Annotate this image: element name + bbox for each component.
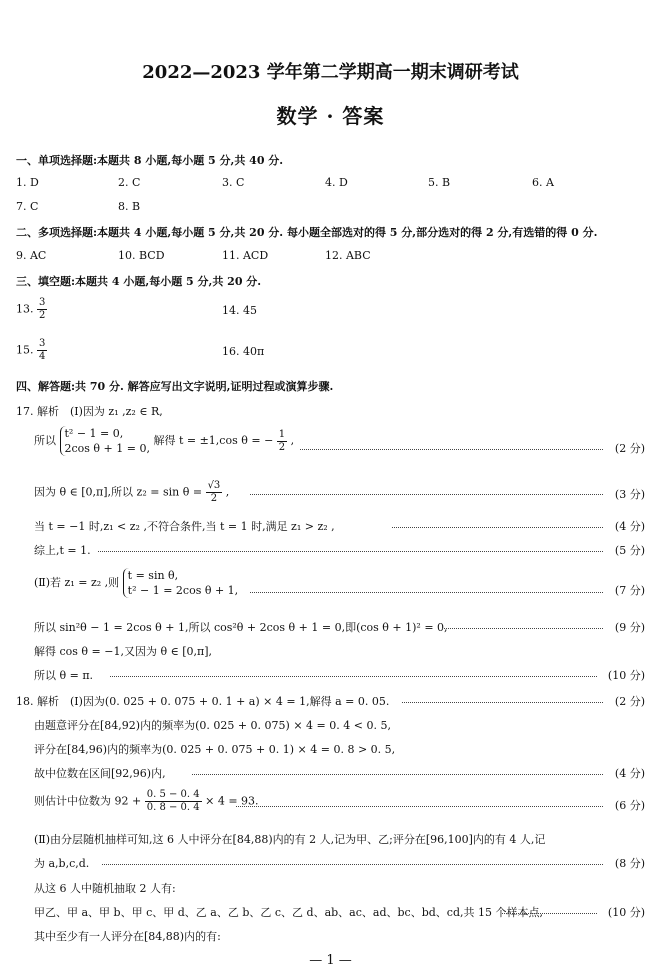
q17-line1: 17. 解析 (Ⅰ)因为 z₁ ,z₂ ∈ R, xyxy=(16,405,163,418)
score-mark: (8 分) xyxy=(614,857,645,870)
q18-line3: 评分在[84,96)内的频率为(0. 025 + 0. 075 + 0. 1) × 4 = 0. 8 > 0. 5, xyxy=(34,743,396,756)
fraction: $\frac{0. 5 - 0. 4}{0. 8 - 0. 4}$ xyxy=(146,789,200,813)
answer-item: 3. C xyxy=(222,176,245,189)
answer-15: 15. $\frac{3}{4}$ xyxy=(16,338,46,362)
section1-heading: 一、单项选择题:本题共 8 小题,每小题 5 分,共 40 分. xyxy=(16,154,284,167)
answer-subtitle: 数学 · 答案 xyxy=(276,104,385,128)
q18-line1: 18. 解析 (Ⅰ)因为(0. 025 + 0. 075 + 0. 1 + a) × 4 = 1,解得 a = 0. 05. xyxy=(16,695,390,708)
page-number: — 1 — xyxy=(309,953,352,968)
score-mark: (7 分) xyxy=(614,584,645,597)
q17-line3: 因为 θ ∈ [0,π],所以 z₂ = sin θ = $\frac{√3}{2}$ , xyxy=(34,480,230,504)
q17-line2: 所以 t² − 1 = 0, 2cos θ + 1 = 0, 解得 t = ±1,cos θ = − $\frac{1}{2}$ , xyxy=(34,427,295,455)
q17-line7: 所以 sin²θ − 1 = 2cos θ + 1,所以 cos²θ + 2cos θ + 1 = 0,即(cos θ + 1)² = 0, xyxy=(34,621,448,634)
q18-line7: 为 a,b,c,d. xyxy=(34,857,90,870)
score-mark: (10 分) xyxy=(607,669,645,682)
exam-title: 2022—2023 学年第二学期高一期末调研考试 xyxy=(142,62,519,83)
score-mark: (2 分) xyxy=(614,442,645,455)
answer-item: 10. BCD xyxy=(118,249,165,262)
answer-item: 12. ABC xyxy=(325,249,371,262)
score-mark: (5 分) xyxy=(614,544,645,557)
answer-item: 4. D xyxy=(325,176,348,189)
score-mark: (10 分) xyxy=(607,906,645,919)
fraction: $\frac{3}{2}$ xyxy=(39,297,46,321)
score-mark: (4 分) xyxy=(614,767,645,780)
equation-system: t = sin θ, t² − 1 = 2cos θ + 1, xyxy=(123,568,239,598)
answer-item: 7. C xyxy=(16,200,39,213)
answer-item: 9. AC xyxy=(16,249,47,262)
answer-13: 13. $\frac{3}{2}$ xyxy=(16,297,46,321)
q17-line8: 解得 cos θ = −1,又因为 θ ∈ [0,π], xyxy=(34,645,213,658)
q18-line5: 则估计中位数为 92 + $\frac{0. 5 - 0. 4}{0. 8 - 0. 4}$ × 4 = 93. xyxy=(34,789,259,813)
score-mark: (4 分) xyxy=(614,520,645,533)
q18-line6: (Ⅱ)由分层随机抽样可知,这 6 人中评分在[84,88)内的有 2 人,记为甲、乙;评分在[96,100]内的有 4 人,记 xyxy=(34,833,546,846)
q17-line4: 当 t = −1 时,z₁ < z₂ ,不符合条件,当 t = 1 时,满足 z₁ > z₂ , xyxy=(34,520,335,533)
answer-item: 11. ACD xyxy=(222,249,269,262)
q18-line8: 从这 6 人中随机抽取 2 人有: xyxy=(34,882,176,895)
q18-line2: 由题意评分在[84,92)内的频率为(0. 025 + 0. 075) × 4 = 0. 4 < 0. 5, xyxy=(34,719,391,732)
score-mark: (9 分) xyxy=(614,621,645,634)
q18-line9: 甲乙、甲 a、甲 b、甲 c、甲 d、乙 a、乙 b、乙 c、乙 d、ab、ac、ad、bc、bd、cd,共 15 个样本点, xyxy=(34,906,543,919)
equation-system: t² − 1 = 0, 2cos θ + 1 = 0, xyxy=(60,426,150,456)
answer-item: 6. A xyxy=(532,176,554,189)
q18-line4: 故中位数在区间[92,96)内, xyxy=(34,767,166,780)
fraction: $\frac{1}{2}$ xyxy=(278,428,286,453)
section2-heading: 二、多项选择题:本题共 4 小题,每小题 5 分,共 20 分. 每小题全部选对的得 5 分,部分选对的得 2 分,有选错的得 0 分. xyxy=(16,226,598,239)
section3-heading: 三、填空题:本题共 4 小题,每小题 5 分,共 20 分. xyxy=(16,275,262,288)
section4-heading: 四、解答题:共 70 分. 解答应写出文字说明,证明过程或演算步骤. xyxy=(16,380,334,393)
answer-16: 16. 40π xyxy=(222,345,265,358)
q17-line9: 所以 θ = π. xyxy=(34,669,94,682)
score-mark: (2 分) xyxy=(614,695,645,708)
score-mark: (3 分) xyxy=(614,488,645,501)
q18-line10: 其中至少有一人评分在[84,88)内的有: xyxy=(34,930,221,943)
score-mark: (6 分) xyxy=(614,799,645,812)
q17-line6: (Ⅱ)若 z₁ = z₂ ,则 t = sin θ, t² − 1 = 2cos θ + 1, xyxy=(34,569,239,597)
answer-item: 5. B xyxy=(428,176,451,189)
answer-14: 14. 45 xyxy=(222,304,257,317)
q17-line5: 综上,t = 1. xyxy=(34,544,91,557)
answer-item: 8. B xyxy=(118,200,141,213)
answer-item: 1. D xyxy=(16,176,39,189)
answer-item: 2. C xyxy=(118,176,141,189)
fraction: $\frac{√3}{2}$ xyxy=(207,480,221,504)
fraction: $\frac{3}{4}$ xyxy=(39,338,46,362)
